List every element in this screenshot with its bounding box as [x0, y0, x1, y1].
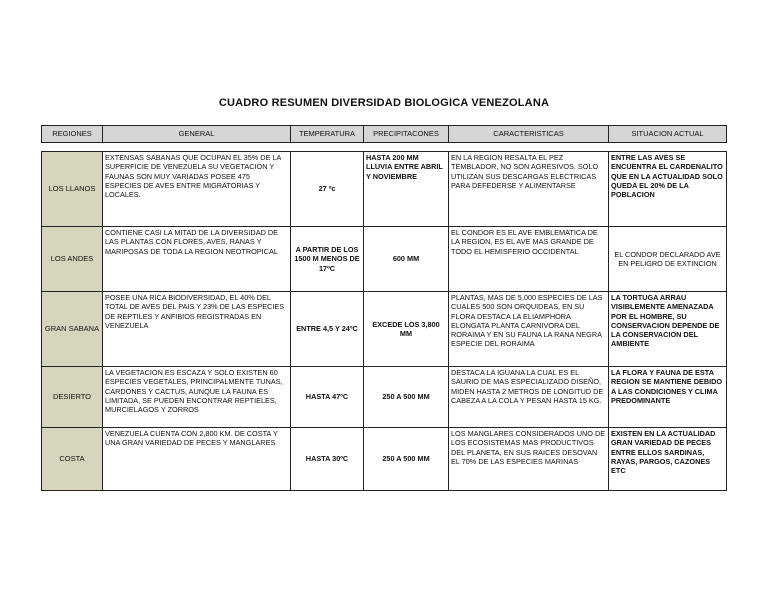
table-row: [42, 152, 727, 227]
characteristics-cell: EL CONDOR ES EL AVE EMBLEMATICA DE LA REGION, ES EL AVE MAS GRANDE DE TODO EL HEMISFERIO OCCIDENTAL: [449, 227, 609, 292]
general-cell: LA VEGETACION ES ESCAZA Y SOLO EXISTEN 60 ESPECIES VEGETALES, PRINCIPALMENTE TUNAS, CARDONES Y CACTUS, AUNQUE LA FAUNA ES LIMITADA, SE PUEDEN ENCONTRAR REPTIELES, MURCIELAGOS Y ZORROS: [103, 367, 291, 428]
header-row: [42, 126, 727, 143]
table-row: [42, 367, 727, 428]
temperature-cell: HASTA 47ºC: [291, 367, 364, 428]
precipitation-cell: HASTA 200 MM LLUVIA ENTRE ABRIL Y NOVIEMBRE: [364, 152, 449, 227]
table-row: [42, 292, 727, 367]
page-title: CUADRO RESUMEN DIVERSIDAD BIOLOGICA VENEZOLANA: [218, 97, 550, 109]
region-cell: LOS ANDES: [42, 227, 103, 292]
characteristics-cell: EN LA REGION RESALTA EL PEZ TEMBLADOR, NO SON AGRESIVOS. SOLO UTILIZAN SUS DESCARGAS ELECTRICAS PARA DEFEDERSE Y ALIMENTARSE: [449, 152, 609, 227]
header-situacion-actual: SITUACION ACTUAL: [609, 126, 727, 143]
situation-cell: EL CONDOR DECLARADO AVE EN PELIGRO DE EXTINCION: [609, 227, 727, 292]
diversity-table: [41, 151, 727, 491]
temperature-cell: 27 ºc: [291, 152, 364, 227]
region-cell: GRAN SABANA: [42, 292, 103, 367]
header-general: GENERAL: [103, 126, 291, 143]
situation-cell: LA TORTUGA ARRAU VISIBLEMENTE AMENAZADA POR EL HOMBRE, SU CONSERVACION DEPENDE DE LA CONSERVACION DEL AMBIENTE: [609, 292, 727, 367]
precipitation-cell: EXCEDE LOS 3,800 MM: [364, 292, 449, 367]
region-cell: COSTA: [42, 428, 103, 491]
precipitation-cell: 600 MM: [364, 227, 449, 292]
characteristics-cell: LOS MANGLARES CONSIDERADOS UNO DE LOS ECOSISTEMAS MAS PRODUCTIVOS DEL PLANETA, EN SUS RAICES DESOVAN EL 70% DE LAS ESPECIES MARINAS: [449, 428, 609, 491]
situation-cell: EXISTEN EN LA ACTUALIDAD GRAN VARIEDAD DE PECES ENTRE ELLOS SARDINAS, RAYAS, PARGOS, CAZONES ETC: [609, 428, 727, 491]
temperature-cell: HASTA 30ºC: [291, 428, 364, 491]
characteristics-cell: PLANTAS, MAS DE 5,000 ESPECIES DE LAS CUALES 500 SON ORQUIDEAS, EN SU FLORA DESTACA LA ELIAMPHORA ELONGATA PLANTA CARNIVORA DEL RORAIMA Y EN SU FAUNA LA RANA NEGRA ESPECIE DEL RORAIMA: [449, 292, 609, 367]
table-row: [42, 227, 727, 292]
temperature-cell: A PARTIR DE LOS 1500 M MENOS DE 17ºC: [291, 227, 364, 292]
precipitation-cell: 250 A 500 MM: [364, 367, 449, 428]
temperature-cell: ENTRE 4,5 Y 24ºC: [291, 292, 364, 367]
table-row: [42, 428, 727, 491]
header-caracteristicas: CARACTERISTICAS: [449, 126, 609, 143]
header-table: [41, 125, 727, 143]
characteristics-cell: DESTACA LA IGUANA LA CUAL ES EL SAURIO DE MAS ESPECIALIZADO DISEÑO, MIDEN HASTA 2 METROS DE LONGITUD DE CABEZA A LA COLA Y PESAN HASTA 15 KG.: [449, 367, 609, 428]
precipitation-cell: 250 A 500 MM: [364, 428, 449, 491]
header-regiones: REGIONES: [42, 126, 103, 143]
general-cell: VENEZUELA CUENTA CON 2,800 KM. DE COSTA Y UNA GRAN VARIEDAD DE PECES Y MANGLARES: [103, 428, 291, 491]
general-cell: CONTIENE CASI LA MITAD DE LA DIVERSIDAD DE LAS PLANTAS CON FLORES, AVES, RANAS Y MARIPOSAS DE TODA LA REGION NEOTROPICAL: [103, 227, 291, 292]
situation-cell: ENTRE LAS AVES SE ENCUENTRA EL CARDENALITO QUE EN LA ACTUALIDAD SOLO QUEDA EL 20% DE LA POBLACION: [609, 152, 727, 227]
header-temperatura: TEMPERATURA: [291, 126, 364, 143]
region-cell: LOS LLANOS: [42, 152, 103, 227]
situation-cell: LA FLORA Y FAUNA DE ESTA REGION SE MANTIENE DEBIDO A LAS CONDICIONES Y CLIMA PREDOMINANTE: [609, 367, 727, 428]
general-cell: EXTENSAS SABANAS QUE OCUPAN EL 35% DE LA SUPERFICIE DE VENEZUELA SU VEGETACION Y FAUNAS SON MUY VARIADAS POSEE 475 ESPECIES DE AVES ENTRE MIGRATORIAS Y LOCALES.: [103, 152, 291, 227]
region-cell: DESIERTO: [42, 367, 103, 428]
header-precipitaciones: PRECIPITACONES: [364, 126, 449, 143]
general-cell: POSEE UNA RICA BIODIVERSIDAD, EL 40% DEL TOTAL DE AVES DEL PAIS Y 23% DE LAS ESPECIES DE REPTILES Y ANFIBIOS REGISTRADAS EN VENEZUELA: [103, 292, 291, 367]
